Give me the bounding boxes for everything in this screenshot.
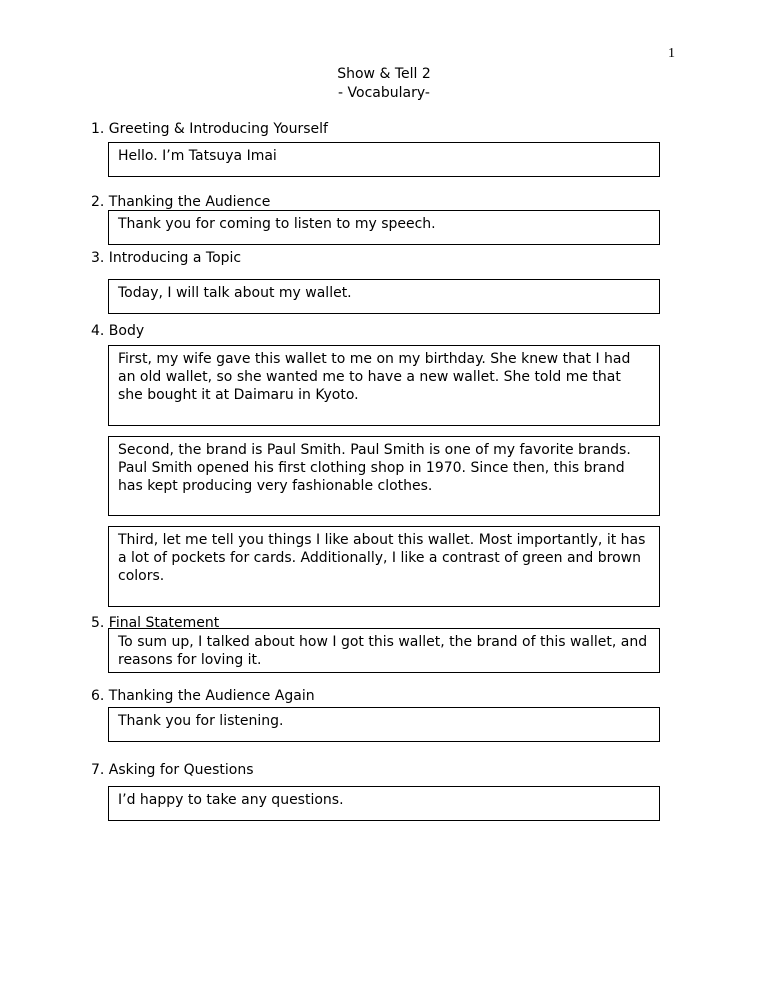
text-box-asking-questions: I’d happy to take any questions. [108, 786, 660, 821]
section-heading-body: 4. Body [91, 323, 145, 339]
page-title: Show & Tell 2 [337, 66, 431, 82]
section-heading-thanking-again: 6. Thanking the Audience Again [91, 688, 315, 704]
section-heading-introducing-topic: 3. Introducing a Topic [91, 250, 242, 266]
section-heading-asking-questions: 7. Asking for Questions [91, 762, 254, 778]
section-heading-greeting: 1. Greeting & Introducing Yourself [91, 121, 328, 137]
section-heading-final-statement: 5. Final Statement [91, 615, 220, 631]
text-box-final-statement: To sum up, I talked about how I got this wallet, the brand of this wallet, and reasons for loving it. [108, 628, 660, 673]
text-box-body-2: Second, the brand is Paul Smith. Paul Smith is one of my favorite brands. Paul Smith opened his first clothing shop in 1970. Since then, this brand has kept producing very fashionable clothes. [108, 436, 660, 516]
page-number: 1 [668, 46, 675, 61]
text-box-thanking-again: Thank you for listening. [108, 707, 660, 742]
text-box-greeting: Hello. I’m Tatsuya Imai [108, 142, 660, 177]
section-heading-thanking-audience: 2. Thanking the Audience [91, 194, 271, 210]
text-box-introducing-topic: Today, I will talk about my wallet. [108, 279, 660, 314]
text-box-body-1: First, my wife gave this wallet to me on my birthday. She knew that I had an old wallet, so she wanted me to have a new wallet. She told me that she bought it at Daimaru in Kyoto. [108, 345, 660, 426]
page-subtitle: - Vocabulary- [338, 85, 430, 101]
text-box-body-3: Third, let me tell you things I like about this wallet. Most importantly, it has a lot of pockets for cards. Additionally, I like a contrast of green and brown colors. [108, 526, 660, 607]
text-box-thanking-audience: Thank you for coming to listen to my speech. [108, 210, 660, 245]
